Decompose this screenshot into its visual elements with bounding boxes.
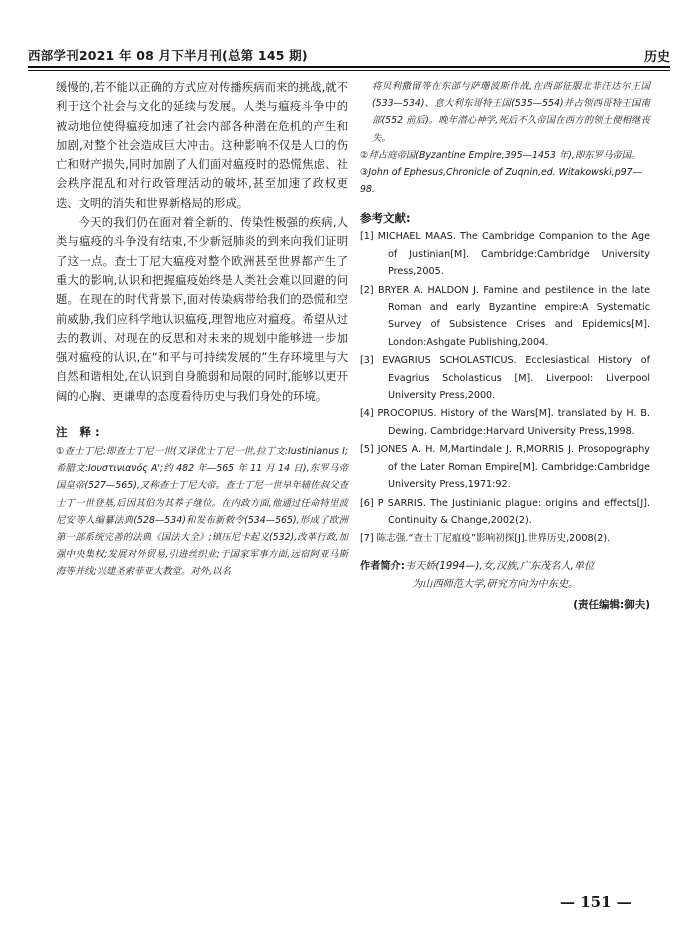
right-column <box>360 78 650 612</box>
paragraph-2: 今天的我们仍在面对着全新的、传染性极强的疾病,人类与瘟疫的斗争没有结束,不少新冠肺炎的到来向我们证明了这一点。查士丁尼大瘟疫对整个欧洲甚至世界都产生了重大的影响,认识和把握瘟疫始终是人类社会难以回避的问题。在现在的时代背景下,面对传染病带给我们的恐慌和空前威胁,我们应科学地认识瘟疫,理智地应对瘟疫。希望从过去的教训、对现在的反思和对未来的规划中能够进一步加强对瘟疫的认识,在“和平与可持续发展的”生存环境里与大自然和谐相处,在认识到自身脆弱和局限的同时,能够以更开阔的心胸、更谦卑的态度看待历史与我们身处的环境。 <box>56 216 348 403</box>
note-1-continued: 将贝利撒留等在东部与萨珊波斯作战,在西部征服北非汪达尔王国(533—534)、意大利东哥特王国(535—554)并占领西哥特王国南部(552 前后)。晚年潜心神学,死后不久帝国在西方的领土便相继丧失。 <box>372 81 650 144</box>
page-number: — 151 — <box>560 893 632 911</box>
author-line-2: 为山西师范大学,研究方向为中东史。 <box>412 579 579 591</box>
reference-1: [1] MICHAEL MAAS. The Cambridge Companion to the Age of Justinian[M]. Cambridge:Cambridge University Press,2005. <box>360 231 650 278</box>
note-2: ②拜占庭帝国(Byzantine Empire,395—1453 年),即东罗马帝国。 <box>360 149 641 161</box>
left-column <box>56 78 348 581</box>
header-rule-thick <box>28 66 670 68</box>
reference-5: [5] JONES A. H. M,Martindale J. R,MORRIS J. Prosopography of the Later Roman Empire[M]. Cambridge:Cambridge University Press,1971:92. <box>360 444 650 491</box>
section-label: 历史 <box>643 50 670 65</box>
author-label: 作者简介: <box>360 560 405 572</box>
reference-3: [3] EVAGRIUS SCHOLASTICUS. Ecclesiastical History of Evagrius Scholasticus [M]. Liverpool: Liverpool University Press,2000. <box>360 355 650 402</box>
note-3: ③John of Ephesus,Chronicle of Zuqnin,ed. Witakowski,p97—98. <box>360 167 642 196</box>
reference-6: [6] P SARRIS. The Justinianic plague: origins and effects[J]. Continuity & Change,2002(2). <box>360 497 650 526</box>
header-rule-thin <box>28 70 670 71</box>
author-bio <box>360 558 650 595</box>
reference-7: [7] 陈志强.“查士丁尼瘟疫”影响初探[J].世界历史,2008(2). <box>360 533 611 545</box>
editor-credit: (责任编辑:御夫) <box>573 598 650 611</box>
reference-2: [2] BRYER A. HALDON J. Famine and pestilence in the late Roman and early Byzantine empire:A Systematic Survey of Subsistence Crises and Epidemics[M]. London:Ashgate Publishing,2004. <box>360 284 650 348</box>
author-line-1: 韦天娇(1994—),女,汉族,广东茂名人,单位 <box>404 560 595 572</box>
page-header <box>28 44 670 66</box>
references-heading: 参考文献: <box>360 211 411 226</box>
reference-4: [4] PROCOPIUS. History of the Wars[M]. translated by H. B. Dewing. Cambridge:Harvard University Press,1998. <box>360 408 650 437</box>
journal-title: 西部学刊2021 年 08 月下半月刊(总第 145 期) <box>28 48 308 63</box>
paragraph-1: 缓慢的,若不能以正确的方式应对传播疾病而来的挑战,就不利于这个社会与文化的延续与发展。人类与瘟疫斗争中的被动地位使得瘟疫加速了社会内部各种潜在危机的产生和加剧,对整个社会造成巨大冲击。这种影响不仅是人口的伤亡和财产损失,同时加剧了人们面对瘟疫时的恐慌焦虑、社会秩序混乱和对行政管理活动的破坏,甚至加速了政权更迭、文明的消失和世界新格局的形成。 <box>56 81 348 210</box>
note-1: ①查士丁尼:即查士丁尼一世(又译优士丁尼一世,拉丁文:Iustinianus I;希腊文:Ιουστινιανός Α';约 482 年—565 年 11 月 14 日),东罗马帝国皇帝(527—565),又称查士丁尼大帝。查士丁尼一世早年辅佐叔父查士丁一世登基,后因其伯为其养子继位。在内政方面,他通过任命特里波尼安等人编纂法典(528—534)和发布新敕令(534—565),形成了欧洲第一部系统完善的法典《国法大全》;镇压尼卡起义(532),改革行政,加强中央集权;发展对外贸易,引进丝织业;于国家军事方面,远宿阿亚马斯海等并线;兴建圣索菲亚大教堂。对外,以名 <box>56 446 348 578</box>
notes-heading: 注 释: <box>56 425 104 440</box>
